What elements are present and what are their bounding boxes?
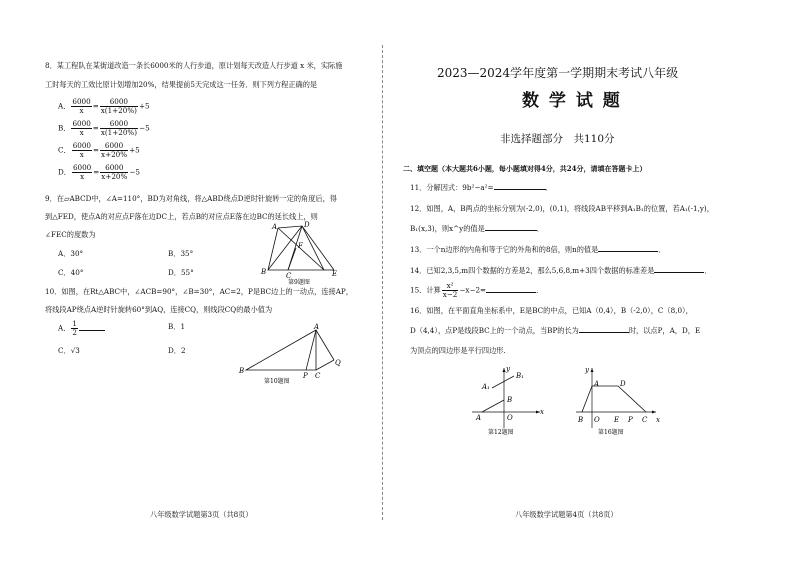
part-title: 非选择题部分 共110分 <box>500 133 615 145</box>
q9-label-f: F <box>298 242 303 250</box>
q8-fraction-left: $\frac{6000}{x}$ <box>72 119 91 137</box>
q8-fraction-left: $\frac{6000}{x}$ <box>72 97 91 115</box>
q9-line3: ∠FEC的度数为 <box>45 230 96 239</box>
left-footer: 八年级数学试题第3页（共8页） <box>150 510 253 519</box>
q9-line2: 到△FED，使点A的对应点F落在边DC上，若点B的对应点E落在边BC的延长线上，则 <box>45 212 318 221</box>
fig16-label-e: E <box>614 416 620 424</box>
q10-line1: 10．如图，在Rt△ABC中，∠ACB=90°，∠B=30°，AC=2，P是BC边上的一动点，连接AP， <box>45 287 353 296</box>
q15-denominator: x−2 <box>442 290 458 299</box>
q9-line1: 9．在▱ABCD中，∠A=110°，BD为对角线，将△ABD绕点D逆时针旋转一定的角度后，得 <box>45 194 337 203</box>
fig12-label-o: O <box>507 414 513 422</box>
q10-caption: 第10题图 <box>264 378 290 385</box>
fig12-label-x: x <box>540 408 544 416</box>
q9-option-b: B．35° <box>168 249 194 258</box>
fig16 <box>574 362 664 436</box>
q12-line1: 12．如图，A，B两点的坐标分别为(-2,0)，(0,1)，将线段AB平移到A₁B₁的位置，若A₁(-1,y)， <box>410 204 714 213</box>
q10-line2: 将线段AP绕点A逆时针旋转60°到AQ，连接CQ，则线段CQ的最小值为 <box>45 305 273 314</box>
q16-line3: 为顶点的四边形是平行四边形. <box>410 346 506 355</box>
fig12-caption: 第12题图 <box>488 429 514 436</box>
exam-title: 2023—2024学年度第一学期期末考试八年级 <box>437 66 679 80</box>
page-divider <box>382 45 383 520</box>
q10-label-p: P <box>303 372 308 380</box>
fig16-label-y: y <box>585 366 589 374</box>
q14: 14．已知2,3,5,m四个数据的方差是2，那么5,6,8,m+3四个数据的标准差是 ． <box>410 266 712 275</box>
q9-label-a: A <box>272 223 278 231</box>
q8-fraction-right: $\frac{6000}{x+20\%}$ <box>101 141 128 159</box>
q10-label-c: C <box>315 372 321 380</box>
q9-option-d: D．55° <box>168 268 194 277</box>
q15-numerator: x² <box>442 282 459 291</box>
subject-title: 数 学 试 题 <box>522 91 622 111</box>
q8-option-d: D． $\frac{6000}{x}$ = $\frac{6000}{x+20\%}$ −5 <box>58 163 140 181</box>
q10-figure <box>234 320 364 388</box>
fig12-label-y: y <box>506 365 510 373</box>
q9-figure <box>258 218 348 286</box>
fig16-label-a: A <box>594 380 600 388</box>
q10-a-numerator: 1 <box>72 319 77 328</box>
fig16-label-c: C <box>642 416 648 424</box>
q8-fraction-right: $\frac{6000}{x(1+20\%)}$ <box>100 97 137 115</box>
q10-option-c: C．√3 <box>58 346 80 355</box>
q9-caption: 第9题图 <box>288 279 310 286</box>
fig16-caption: 第16题图 <box>598 429 624 436</box>
q16-line2: D（4,4），点P是线段BC上的一个动点，当BP的长为 时，以点P，A，D，E <box>410 326 701 335</box>
right-footer: 八年级数学试题第4页（共8页） <box>515 510 618 519</box>
q10-a-denominator: 2 <box>72 328 77 337</box>
q13: 13．一个n边形的内角和等于它的外角和的8倍，则n的值是 ． <box>410 245 666 254</box>
fig12-label-a1: A₁ <box>482 383 490 391</box>
q8-fraction-right: $\frac{6000}{x+20\%}$ <box>101 163 128 181</box>
q10-option-b: B．1 <box>168 322 186 331</box>
section-title: 二、填空题（本大题共6小题，每小题填对得4分，共24分，请填在答题卡上） <box>403 164 647 173</box>
q8-option-a: A． $\frac{6000}{x}$ = $\frac{6000}{x(1+20\%)}$ +5 <box>58 97 150 115</box>
q11: 11．分解因式：9b²−a²= ． <box>410 183 553 192</box>
fig16-label-p: P <box>628 416 633 424</box>
q8-line1: 8．某工程队在某街道改造一条长6000米的人行步道，原计划每天改造人行步道 x 米，实际施 <box>45 61 343 70</box>
q12-line2: B₁(x,3)，则x^y的值是 ． <box>410 224 544 233</box>
fig12-label-b: B <box>507 396 513 404</box>
q8-fraction-left: $\frac{6000}{x}$ <box>72 141 91 159</box>
q8-fraction-left: $\frac{6000}{x}$ <box>72 163 92 181</box>
fig12-label-b1: B₁ <box>516 372 524 380</box>
q10-label-q: Q <box>335 359 341 367</box>
fig16-label-o: O <box>594 416 600 424</box>
q9-label-c: C <box>286 272 292 280</box>
q8-option-c: C． $\frac{6000}{x}$ = $\frac{6000}{x+20\%}$ +5 <box>58 141 140 159</box>
q9-label-d: D <box>304 221 310 229</box>
fig16-label-x: x <box>656 416 660 424</box>
q10-option-d: D．2 <box>168 346 186 355</box>
q8-option-b: B． $\frac{6000}{x}$ = $\frac{6000}{x(1+20\%)}$ −5 <box>58 119 150 137</box>
q16-line1: 16．如图，在平面直角坐标系中，E是BC的中点，已知A（0,4），B（-2,0），C（8,0）， <box>410 306 693 315</box>
q10-option-a: A． $\frac{1}{2}$ <box>58 320 105 337</box>
q9-label-b: B <box>261 268 267 276</box>
q9-option-c: C．40° <box>58 268 84 277</box>
q10-label-a: A <box>314 323 320 331</box>
fig16-label-b: B <box>578 416 584 424</box>
q10-label-b: B <box>239 367 245 375</box>
q15: 15．计算 $\frac{\text{x²}}{x-2}$ −x−2= ． <box>410 281 544 299</box>
q8-line2: 工时每天的工效比原计划增加20%，结果提前5天完成这一任务．则下列方程正确的是 <box>45 80 318 89</box>
fig16-label-d: D <box>620 380 626 388</box>
q9-label-e: E <box>332 270 338 278</box>
q9-option-a: A．30° <box>58 249 84 258</box>
fig12 <box>470 364 550 436</box>
fig12-label-a: A <box>476 414 482 422</box>
q8-fraction-right: $\frac{6000}{x(1+20\%)}$ <box>100 119 138 137</box>
